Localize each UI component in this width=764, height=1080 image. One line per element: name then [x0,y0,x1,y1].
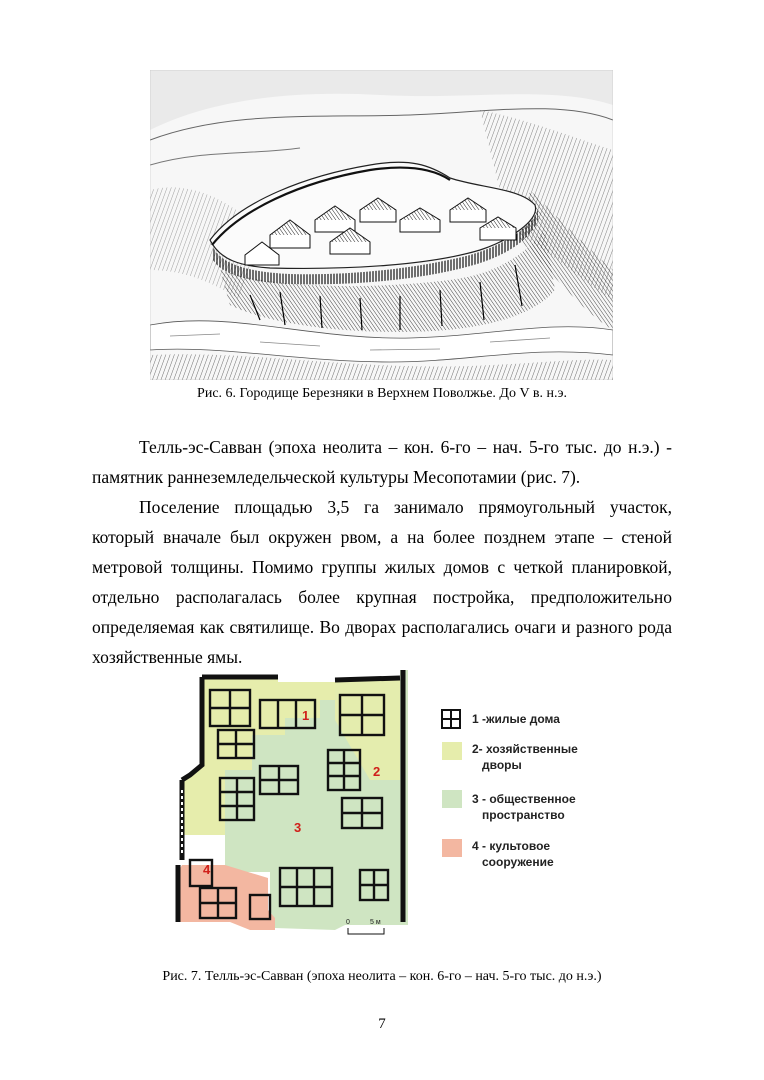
paragraph-1: Телль-эс-Савван (эпоха неолита – кон. 6-го – нач. 5-го тыс. до н.э.) - памятник раннеземледельческой культуры Месопотамии (рис. 7). [92,437,672,487]
legend-label-cult-line2: сооружение [482,855,554,869]
legend-label-courtyards-line1: 2- хозяйственные [472,742,578,756]
figure-7-site-plan [160,660,610,956]
fortified-settlement-illustration [150,70,613,380]
legend-label-cult-line1: 4 - культовое [472,839,551,853]
scale-label: 5 м [370,919,381,926]
page-number: 7 [378,1016,386,1032]
paragraph-2: Поселение площадью 3,5 га занимало прямоугольный участок, который вначале был окружен рвом, а на более позднем этапе – стеной метровой толщины. Помимо группы жилых домов с четкой планировкой, отдельно располагалась более крупная постройка, предположительно определяемая как святилище. Во дворах располагались очаги и разного рода хозяйственные ямы. [92,497,672,667]
body-text [92,432,672,672]
figure-6-drawing [150,70,613,380]
zone-label-1: 1 [302,708,310,723]
figure-7-caption: Рис. 7. Телль-эс-Савван (эпоха неолита – кон. 6-го – нач. 5-го тыс. до н.э.) [162,969,602,984]
figure-6-caption: Рис. 6. Городище Березняки в Верхнем Поволжье. До V в. н.э. [197,386,567,401]
scale-zero: 0 [346,919,350,926]
legend-item-public-space [442,790,576,822]
cult-building-swatch [442,839,462,857]
zone-label-4: 4 [203,862,211,877]
public-space-swatch [442,790,462,808]
legend-item-courtyards [442,742,578,772]
legend-item-cult-building [442,839,554,869]
zone-label-3: 3 [294,820,302,835]
zone-cult-building [178,865,275,930]
site-plan-diagram [160,660,610,956]
courtyard-swatch [442,742,462,760]
legend-label-public-line2: пространство [482,808,565,822]
legend-label-courtyards-line2: дворы [482,758,522,772]
house-icon [442,710,460,728]
legend-label-public-line1: 3 - общественное [472,792,576,806]
legend-item-houses [442,710,560,728]
legend [442,710,578,869]
legend-label-houses: 1 -жилые дома [472,712,560,726]
zone-label-2: 2 [373,764,381,779]
